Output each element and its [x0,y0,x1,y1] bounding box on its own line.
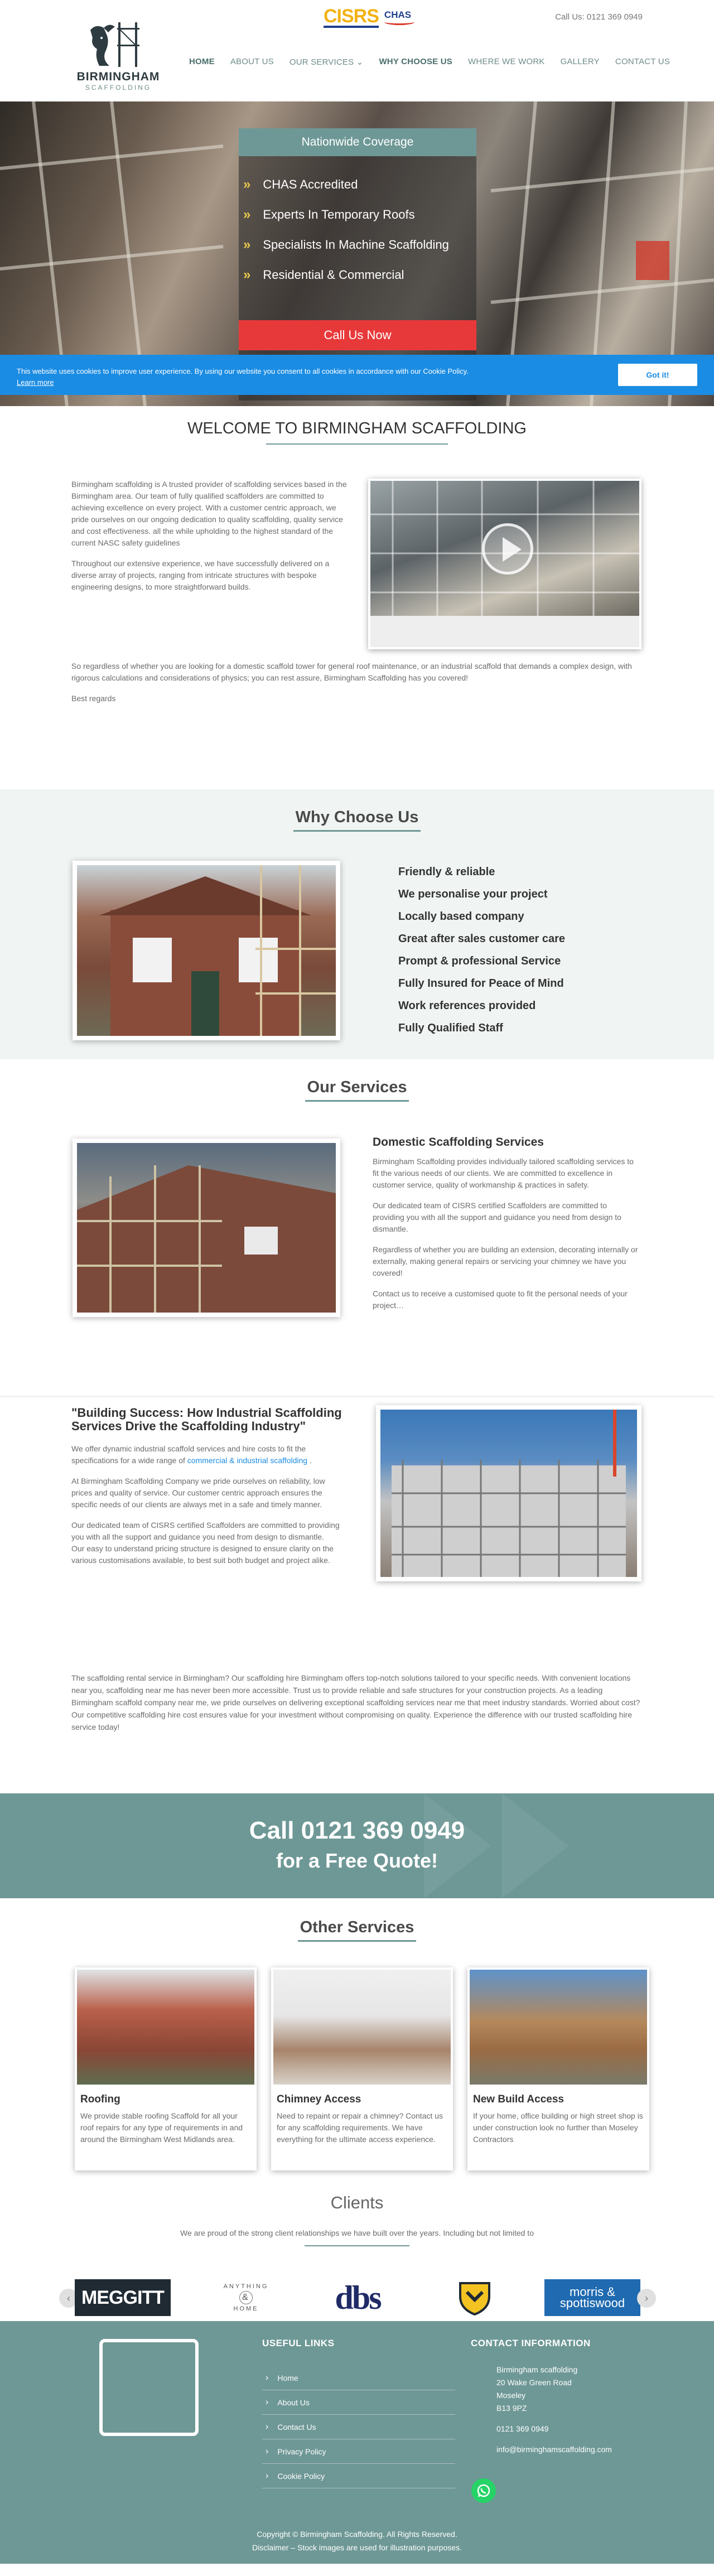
intro-video[interactable] [368,479,641,649]
ampersand-badge: & [239,2291,253,2304]
welcome-paragraph: Birmingham scaffolding is A trusted provider of scaffolding services based in the Birmingham area. Our team of fully qualified scaffolders are committed to achieving excellence on every project. With a customer centric approach, we pride ourselves on our ongoing dedication to quality scaffolding, quality service and cost effectiveness. all the while upholding to the highest standard of the current NASC safety guidelines [71,480,347,547]
hero-feature [243,170,449,200]
spottiswood-text: spottiswood [559,2296,625,2310]
morris-text: morris & [570,2285,615,2299]
domestic-paragraph: Contact us to receive a customised quote to fit the personal needs of your project… [373,1289,628,1310]
call-us-now-button[interactable]: Call Us Now [239,320,476,350]
client-logo-anything-and-home [199,2278,293,2318]
why-item: Prompt & professional Service [398,954,561,967]
whatsapp-icon[interactable] [471,2478,496,2503]
chevron-right-icon: » [243,237,251,252]
chas-logo: CHAS [384,9,414,25]
house-scaffold-image [73,861,340,1040]
play-icon[interactable] [482,523,533,575]
card-text: We provide stable roofing Scaffold for all your roof repairs for any type of requirements in and around the Birmingham West Midlands area. [80,2111,243,2144]
card-title: Roofing [80,2093,120,2105]
welcome-title: WELCOME TO BIRMINGHAM SCAFFOLDING [0,419,714,445]
cisrs-logo: CISRS [324,6,379,27]
why-item: We personalise your project [398,887,548,900]
call-prefix: Call Us: [555,12,585,22]
domestic-scaffold-image [73,1139,340,1317]
nav-why-choose-us[interactable]: WHY CHOOSE US [379,57,452,66]
contact-info [496,2363,612,2456]
new-build-image [470,1970,647,2085]
main-nav [181,55,678,69]
section-divider [0,1396,714,1397]
client-logo-morris-spottiswood [544,2279,640,2316]
site-logo[interactable] [68,20,168,98]
roofing-image [77,1970,254,2085]
why-item: Locally based company [398,910,524,923]
hero-feature-label: CHAS Accredited [263,177,358,191]
hero-feature [243,200,449,230]
industrial-services-text [71,1406,342,1575]
service-card-chimney[interactable] [271,1967,453,2170]
industrial-paragraph: At Birmingham Scaffolding Company we pride ourselves on reliability, low prices and quality of service. Our customer centric approach ensures the specific needs of our clients are always met in a safe and timely manner. [71,1477,325,1509]
clients-section [0,2188,714,2321]
card-title: New Build Access [473,2093,564,2105]
industrial-paragraph [71,1443,342,1467]
industrial-scaffold-image [376,1405,641,1581]
welcome-section [0,406,714,789]
why-title-text: Why Choose Us [293,808,421,832]
address-line: 20 Wake Green Road [496,2378,572,2387]
chimney-image [273,1970,451,2085]
footer-links [262,2366,455,2488]
industrial-paragraph: Our dedicated team of CISRS certified Scaffolders are committed to providing you with all the support and guidance you need from design to dismantle. [71,1521,340,1541]
hero-feature-label: Residential & Commercial [263,268,404,282]
why-title [0,808,714,832]
card-title: Chimney Access [277,2093,361,2105]
clients-title: Clients [330,2193,384,2212]
video-thumbnail [370,481,639,616]
hero-feature [243,230,449,260]
why-item: Great after sales customer care [398,932,566,945]
site-footer [0,2321,714,2564]
chevron-right-icon: » [243,207,251,222]
nav-contact-us[interactable]: CONTACT US [615,57,670,66]
contact-info-title: CONTACT INFORMATION [471,2338,591,2348]
header-phone[interactable] [555,12,643,22]
cookie-accept-button[interactable]: Got it! [618,364,697,386]
whatsapp-glyph [476,2483,491,2498]
other-title-text: Other Services [298,1918,417,1942]
cookie-banner [0,355,714,395]
hero-feature-label: Experts In Temporary Roofs [263,208,415,221]
client-logo-dbs: dbs [310,2278,405,2318]
services-title-text: Our Services [305,1078,409,1102]
useful-links-title: USEFUL LINKS [262,2338,335,2348]
call-banner-number[interactable]: Call 0121 369 0949 [249,1817,465,1844]
address-line: Moseley [496,2391,526,2400]
welcome-paragraph: So regardless of whether you are looking for a domestic scaffold tower for general roof maintenance, or an industrial scaffold that demands a complex design, with rigorous calculations and considerations of physics; you can rest assure, Birmingham Scaffolding has you covered! [71,662,632,682]
welcome-signoff: Best regards [71,694,116,703]
industrial-text: We offer dynamic industrial scaffold services and hire costs to fit the specifications for a wide range of [71,1444,306,1465]
domestic-services-text [373,1136,640,1320]
hero-feature-label: Specialists In Machine Scaffolding [263,238,449,252]
cookie-message: This website uses cookies to improve user experience. By using our website you consent to all cookies in accordance with our Cookie Policy. [17,367,469,375]
footer-email[interactable]: info@birminghamscaffolding.com [496,2445,612,2454]
footer-link-privacy-policy[interactable]: › Privacy Policy [262,2439,455,2464]
services-title [0,1078,714,1102]
home-text: HOME [233,2305,259,2312]
call-banner-subtitle: for a Free Quote! [276,1849,438,1872]
call-number[interactable]: 0121 369 0949 [586,12,643,22]
card-text: If your home, office building or high street shop is under construction look no further than Moseley Contractors [473,2111,643,2144]
why-item: Friendly & reliable [398,865,495,878]
industrial-illustration [380,1410,637,1577]
clients-underline [305,2245,409,2246]
arrow-decoration [502,1793,569,1898]
industrial-paragraph: Our easy to understand pricing structure is designed to ensure clarity on the various customisations available, to best suit both budget and project alike. [71,1544,334,1565]
carousel-next-icon[interactable]: › [637,2289,656,2308]
hero-feature-list [243,170,449,290]
other-services-title [0,1918,714,1942]
site-header [0,0,714,102]
welcome-paragraph: Throughout our extensive experience, we have successfully delivered on a diverse array of projects, ranging from intricate structures with bespoke engineering designs, to more straightforward builds. [71,559,330,591]
shield-icon [458,2280,491,2315]
industrial-text: . [307,1456,312,1465]
service-card-new-build[interactable] [467,1967,649,2170]
logo-name: BIRMINGHAM [76,70,160,83]
commercial-industrial-link[interactable]: commercial & industrial scaffolding [187,1456,308,1465]
why-item: Fully Insured for Peace of Mind [398,977,564,990]
other-services-section [0,1898,714,2188]
our-services-section [0,1059,714,1793]
house-illustration [77,865,336,1036]
domestic-illustration [77,1143,336,1313]
copyright [0,2527,714,2554]
bull-scaffold-icon [85,20,152,69]
nav-about-us[interactable]: ABOUT US [230,57,274,66]
footer-phone[interactable]: 0121 369 0949 [496,2424,549,2433]
why-choose-us-section [0,789,714,1059]
cookie-text-block [17,366,575,388]
address-line: B13 9PZ [496,2404,527,2413]
logo-subtitle: SCAFFOLDING [85,84,152,91]
footer-link-contact-us[interactable]: › Contact Us [262,2415,455,2439]
anything-text: ANYTHING [223,2283,269,2290]
clients-subtitle: We are proud of the strong client relationships we have built over the years. Including but not limited to [180,2228,534,2237]
card-text: Need to repaint or repair a chimney? Contact us for any scaffolding requirements. We have everything for the ultimate access experience. [277,2111,443,2144]
hero-feature [243,260,449,290]
welcome-text [71,479,349,602]
carousel-prev-icon[interactable]: ‹ [59,2289,78,2308]
arrow-decoration [424,1793,491,1898]
chevron-right-icon: » [243,267,251,282]
hero-banner [0,102,714,406]
domestic-paragraph: Birmingham Scaffolding provides individually tailored scaffolding services to fit the various needs of our clients. We are committed to excellence in customer service, quality of workmanship & practices in safety. [373,1157,634,1189]
domestic-title: Domestic Scaffolding Services [373,1136,544,1149]
footer-link-cookie-policy[interactable]: › Cookie Policy [262,2464,455,2488]
chevron-right-icon: » [243,177,251,192]
nav-gallery[interactable]: GALLERY [560,57,600,66]
address-line: Birmingham scaffolding [496,2365,578,2374]
disclaimer-text: Disclaimer – Stock images are used for illustration purposes. [252,2543,462,2552]
footer-link-home[interactable]: › Home [262,2366,455,2390]
cookie-learn-more-link[interactable]: Learn more [17,378,54,387]
client-logo-shield [427,2278,522,2318]
why-item: Fully Qualified Staff [398,1021,503,1034]
copyright-text: Copyright © Birmingham Scaffolding. All Rights Reserved. [257,2530,457,2539]
footer-link-about-us[interactable]: › About Us [262,2390,455,2415]
nav-our-services[interactable]: OUR SERVICES ⌄ [289,57,364,67]
call-banner[interactable] [0,1793,714,1898]
footer-logo[interactable] [99,2339,199,2436]
rental-text: The scaffolding rental service in Birmingham? Our scaffolding hire Birmingham offers top-notch solutions tailored to your specific needs. With convenient locations near you, scaffolding near me has never been more accessible. Trust us to provide reliable and safe structures for your construction projects. As a leading Birmingham scaffold company near me, we pride ourselves on delivering exceptional scaffolding services near me that meet industry standards. Worried about cost? Our competitive scaffolding hire cost ensures value for your investment without compromising on quality. Experience the difference with our trusted scaffolding hire service today! [71,1673,640,1731]
why-item: Work references provided [398,999,536,1012]
coverage-badge: Nationwide Coverage [239,128,476,156]
welcome-text-full [71,660,640,713]
nav-where-we-work[interactable]: WHERE WE WORK [467,57,545,66]
service-card-roofing[interactable] [75,1967,257,2170]
client-logo-meggitt: MEGGITT [75,2279,171,2316]
accreditation-logos [324,7,414,28]
industrial-title: "Building Success: How Industrial Scaffolding Services Drive the Scaffolding Industry" [71,1406,342,1433]
nav-home[interactable]: HOME [189,57,215,66]
domestic-paragraph: Regardless of whether you are building an extension, decorating internally or externally, making general repairs or servicing your chimney we have you covered! [373,1245,638,1277]
why-list [398,861,565,1039]
domestic-paragraph: Our dedicated team of CISRS certified Scaffolders are committed to providing you with all the support and guidance you need from design to dismantle. [373,1201,621,1233]
